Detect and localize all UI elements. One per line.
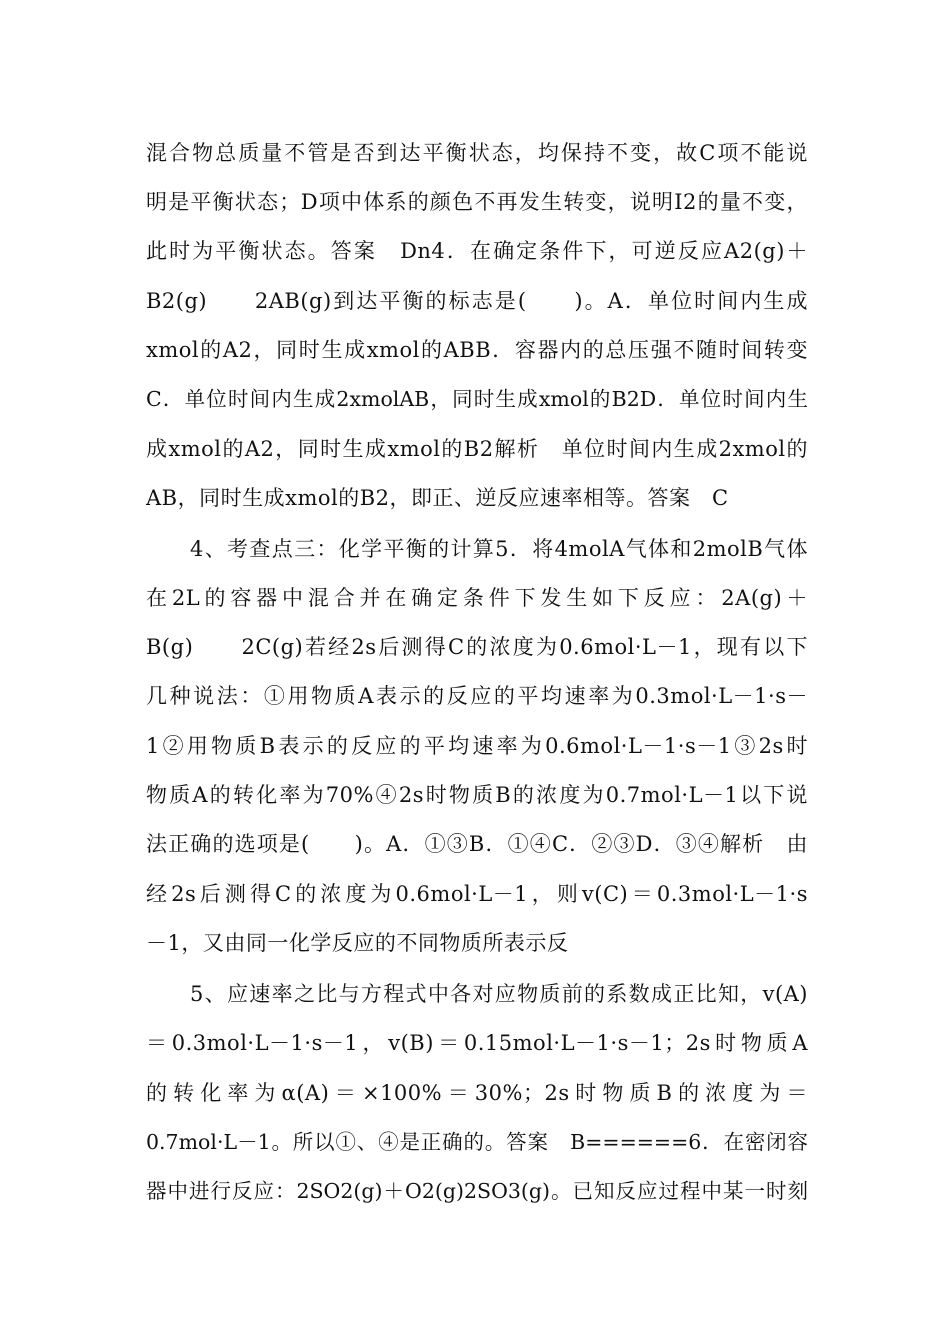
text-line: 5、应速率之比与方程式中各对应物质前的系数成正比知，v(A) — [190, 982, 808, 1006]
text-line: 的转化率为α(A)＝×100%＝30%；2s时物质B的浓度为＝ — [146, 1081, 808, 1105]
text-line: 在2L的容器中混合并在确定条件下发生如下反应：2A(g)＋ — [146, 586, 808, 610]
text-line: 几种说法：①用物质A表示的反应的平均速率为0.3mol·L－1·s－ — [146, 684, 808, 708]
text-line: 成xmol的A2，同时生成xmol的B2解析 单位时间内生成2xmol的 — [146, 437, 808, 461]
text-line: 0.7mol·L－1。所以①、④是正确的。答案 B======6．在密闭容 — [146, 1130, 808, 1154]
text-line: AB，同时生成xmol的B2，即正、逆反应速率相等。答案 C — [146, 486, 729, 510]
text-line: 明是平衡状态；D项中体系的颜色不再发生转变，说明I2的量不变， — [146, 190, 808, 214]
text-line: 法正确的选项是( )。A．①③B．①④C．②③D．③④解析 由 — [146, 832, 808, 856]
text-line: 物质A的转化率为70%④2s时物质B的浓度为0.7mol·L－1以下说 — [146, 783, 808, 807]
text-line: B2(g) 2AB(g)到达平衡的标志是( )。A．单位时间内生成 — [146, 289, 808, 313]
text-line: 经2s后测得C的浓度为0.6mol·L－1，则v(C)＝0.3mol·L－1·s — [146, 882, 808, 906]
text-line: －1，又由同一化学反应的不同物质所表示反 — [146, 931, 569, 955]
text-line: 4、考查点三：化学平衡的计算5．将4molA气体和2molB气体 — [190, 537, 808, 561]
text-line: 此时为平衡状态。答案 Dn4．在确定条件下，可逆反应A2(g)＋ — [146, 239, 808, 263]
text-line: 1②用物质B表示的反应的平均速率为0.6mol·L－1·s－1③2s时 — [146, 734, 808, 758]
text-line: xmol的A2，同时生成xmol的ABB．容器内的总压强不随时间转变 — [146, 338, 808, 362]
text-line: C．单位时间内生成2xmolAB，同时生成xmol的B2D．单位时间内生 — [146, 387, 808, 411]
text-line: ＝0.3mol·L－1·s－1，v(B)＝0.15mol·L－1·s－1；2s时物质A — [146, 1031, 808, 1055]
text-line: 混合物总质量不管是否到达平衡状态，均保持不变，故C项不能说 — [146, 141, 808, 165]
text-line: B(g) 2C(g)若经2s后测得C的浓度为0.6mol·L－1，现有以下 — [146, 635, 808, 659]
text-line: 器中进行反应：2SO2(g)＋O2(g)2SO3(g)。已知反应过程中某一时刻 — [146, 1179, 808, 1203]
